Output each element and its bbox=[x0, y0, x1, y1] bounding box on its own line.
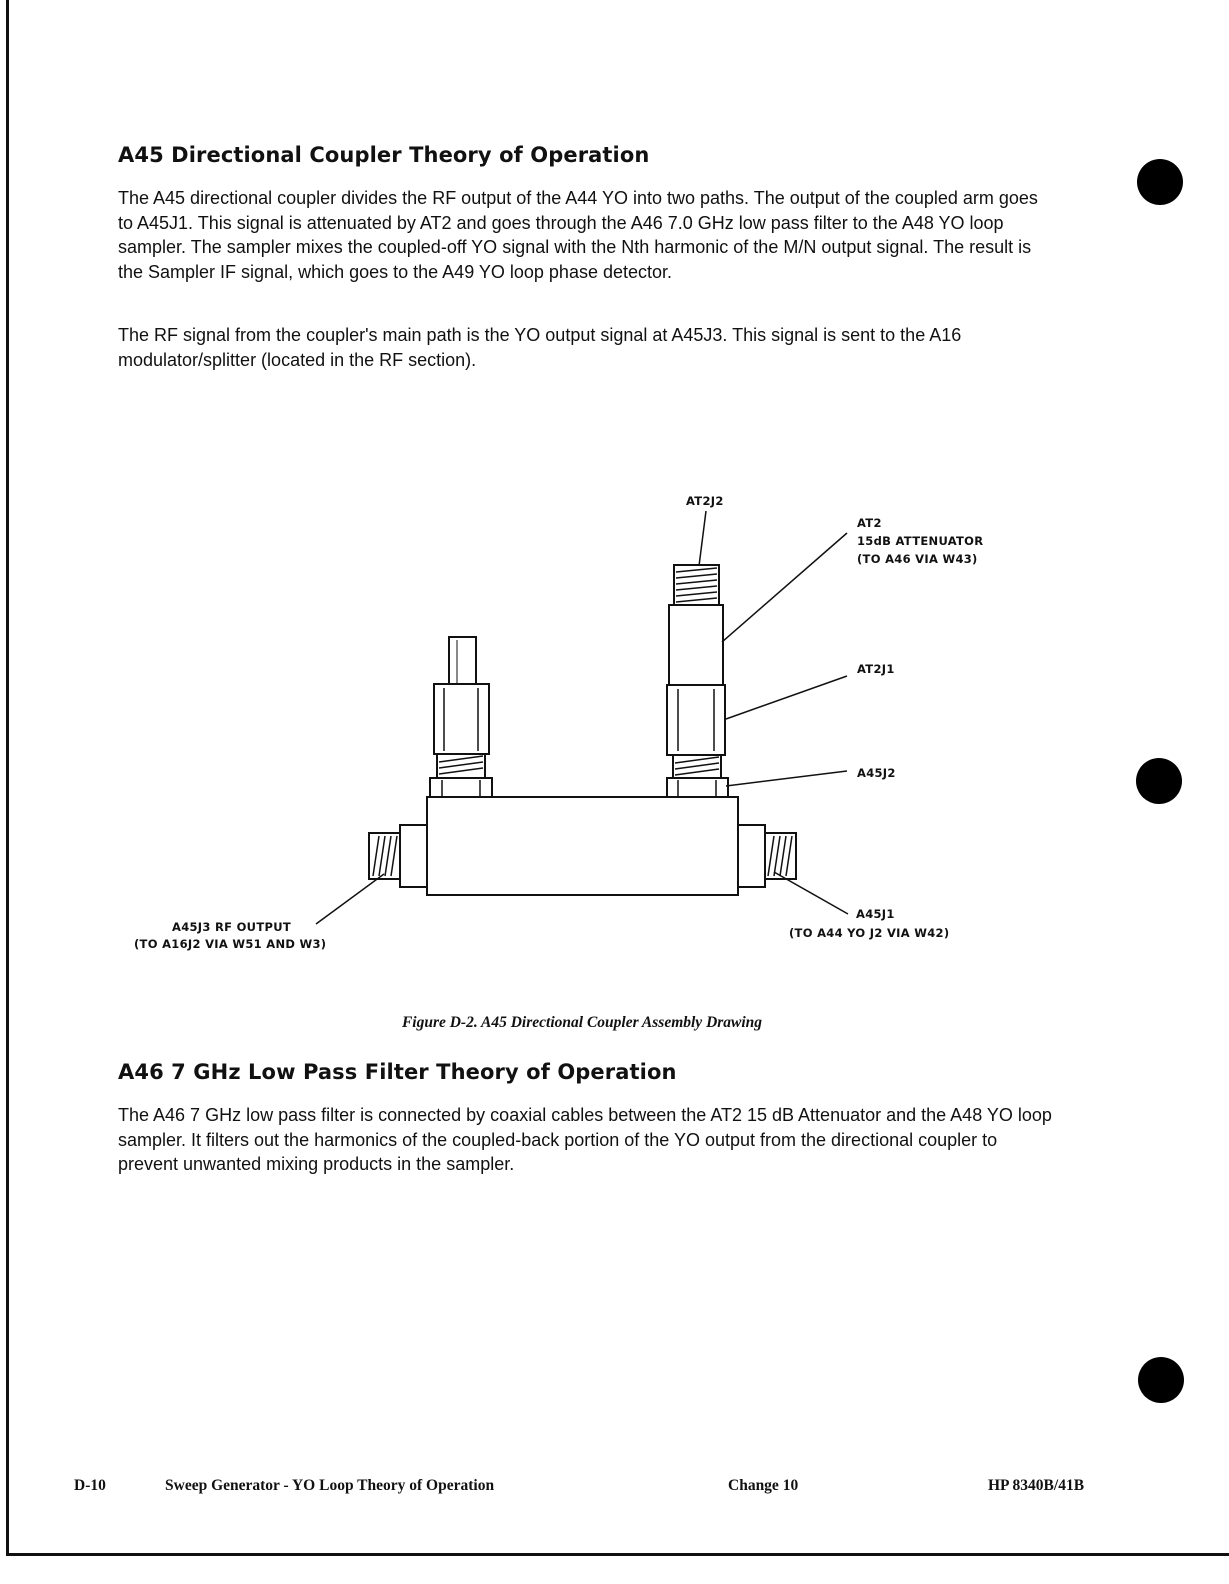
at2-attenuator-body bbox=[669, 605, 723, 685]
at2j1-nut bbox=[667, 685, 725, 755]
a45j2-base bbox=[667, 778, 728, 797]
left-stack-thread bbox=[437, 754, 485, 778]
label-at2-line3: (TO A46 VIA W43) bbox=[857, 552, 978, 566]
bottom-margin-rule bbox=[6, 1553, 1229, 1556]
paragraph-a46-1: The A46 7 GHz low pass filter is connected by coaxial cables between the AT2 15 dB Attenuator and the A48 YO loop sampler. It filters out the harmonics of the coupled-back portion of the YO output from the directional coupler to prevent unwanted mixing products in the sampler. bbox=[118, 1105, 1052, 1174]
leader-a45j3 bbox=[316, 874, 384, 924]
label-a45j2: A45J2 bbox=[857, 766, 896, 780]
leader-at2j1 bbox=[726, 676, 847, 719]
label-a45j1-line2: (TO A44 YO J2 VIA W42) bbox=[789, 926, 950, 940]
footer-section-title: Sweep Generator - YO Loop Theory of Operation bbox=[165, 1477, 495, 1494]
paragraph-a45-1: The A45 directional coupler divides the RF output of the A44 YO into two paths. The output of the coupled arm goes to A45J1. This signal is attenuated by AT2 and goes through the A46 7.0 GHz low pass filter to the A48 YO loop sampler. The sampler mixes the coupled-off YO signal with the Nth harmonic of the M/N output signal. The result is the Sampler IF signal, which goes to the A49 YO loop phase detector. bbox=[118, 188, 1038, 282]
label-a45j3-line2: (TO A16J2 VIA W51 AND W3) bbox=[134, 937, 327, 951]
right-port-nut bbox=[738, 825, 765, 887]
label-at2j1: AT2J1 bbox=[857, 662, 895, 676]
left-stack-nut bbox=[434, 684, 489, 754]
label-a45j3-line1: A45J3 RF OUTPUT bbox=[172, 920, 291, 934]
coupler-body bbox=[427, 797, 738, 895]
footer-model: HP 8340B/41B bbox=[988, 1477, 1085, 1494]
paragraph-a45-2: The RF signal from the coupler's main path is the YO output signal at A45J3. This signal is sent to the A16 modulator/splitter (located in the RF section). bbox=[118, 325, 962, 370]
figure-caption: Figure D-2. A45 Directional Coupler Assembly Drawing bbox=[401, 1014, 763, 1031]
left-port-nut bbox=[400, 825, 427, 887]
footer-change: Change 10 bbox=[728, 1477, 799, 1494]
footer-page-number: D-10 bbox=[74, 1477, 106, 1494]
leader-a45j1 bbox=[774, 872, 848, 914]
section-heading-a46: A46 7 GHz Low Pass Filter Theory of Operation bbox=[118, 1060, 677, 1084]
label-at2-line2: 15dB ATTENUATOR bbox=[857, 534, 984, 548]
label-at2-line1: AT2 bbox=[857, 516, 882, 530]
label-at2j2: AT2J2 bbox=[686, 494, 724, 508]
coupler-assembly-drawing bbox=[0, 480, 1229, 1480]
leader-at2j2 bbox=[699, 511, 706, 566]
label-a45j1-line1: A45J1 bbox=[856, 907, 895, 921]
leader-a45j2 bbox=[726, 771, 847, 786]
binder-hole-top bbox=[1137, 159, 1183, 205]
leader-at2 bbox=[722, 533, 847, 642]
left-stack-cap bbox=[449, 637, 476, 685]
section-heading-a45: A45 Directional Coupler Theory of Operation bbox=[118, 143, 650, 167]
left-stack-base bbox=[430, 778, 492, 797]
